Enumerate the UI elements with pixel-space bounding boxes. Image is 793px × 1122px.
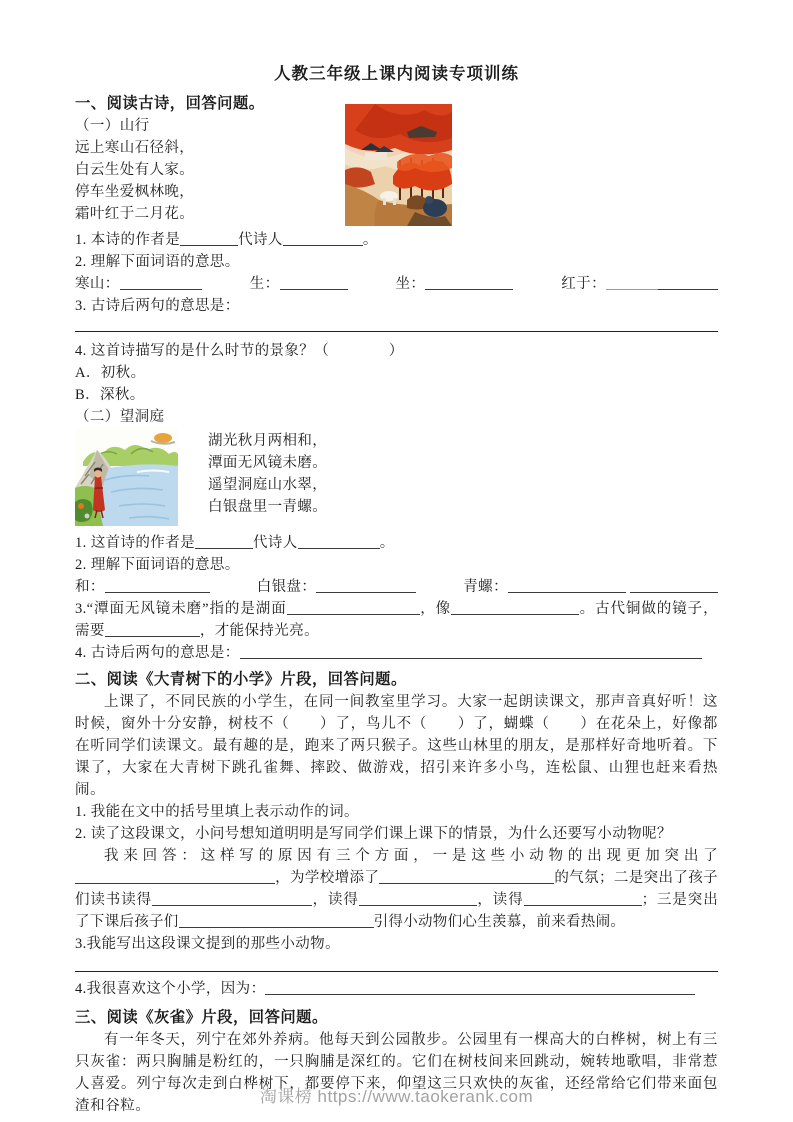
answer-blank	[287, 599, 420, 615]
q-text: 的气氛；二是突出了孩子们读书读得	[75, 870, 718, 908]
answer-blank	[120, 274, 202, 290]
poem1-line: 远上寒山石径斜，	[75, 140, 195, 156]
answer-rule	[75, 971, 718, 972]
answer-blank	[105, 577, 210, 593]
poem2-line: 遥望洞庭山水翠，	[208, 477, 328, 493]
term-group	[463, 576, 718, 598]
term-group	[561, 273, 718, 295]
q-text: 代诗人	[238, 232, 283, 248]
s1-question1	[75, 229, 718, 251]
s1-option-a: A．初秋。	[75, 365, 146, 381]
s2-answer-paragraph	[75, 845, 718, 933]
q-text: ；三是突出了下课后孩子们	[75, 892, 718, 930]
q-text: 。	[362, 232, 378, 248]
poem1-subtitle: （一）山行	[75, 118, 150, 134]
section3-heading: 三、阅读《灰雀》片段，回答问题。	[75, 1009, 328, 1026]
answer-blank	[75, 868, 275, 884]
answer-blank	[524, 890, 642, 906]
s2-question4	[75, 978, 718, 1000]
term-group	[75, 273, 202, 295]
footer-watermark: 淘课榜 https://www.taokerank.com	[259, 1087, 534, 1106]
answer-blank	[630, 577, 718, 593]
poem1-line: 霜叶红于二月花。	[75, 206, 195, 222]
poem2-lines	[208, 428, 327, 518]
term-label: 和：	[75, 579, 105, 595]
poem1-block	[75, 115, 718, 225]
term-label: 寒山：	[75, 276, 120, 292]
term-group	[257, 576, 417, 598]
term-group	[250, 273, 348, 295]
poem2-line: 白银盘里一青螺。	[208, 499, 328, 515]
answer-blank	[658, 274, 718, 290]
term-label: 生：	[249, 276, 280, 292]
q-text: ，读得	[312, 892, 359, 908]
s1-question3: 3. 古诗后两句的意思是：	[75, 298, 240, 314]
q-text: 引得小动物们心生羡慕，前来看热闹。	[373, 914, 626, 930]
answer-blank	[265, 979, 695, 995]
dongting-lake-painting-image	[75, 428, 178, 526]
term-label: 白银盘：	[256, 579, 317, 595]
answer-blank	[379, 868, 554, 884]
poem1-line: 白云生处有人家。	[75, 162, 195, 178]
s1-question2: 2. 理解下面词语的意思。	[75, 254, 240, 270]
p2-terms-row	[75, 576, 718, 598]
p2-question4	[75, 642, 718, 664]
answer-blank	[359, 890, 477, 906]
answer-blank	[508, 577, 626, 593]
q-text: ，为学校增添了	[275, 870, 380, 886]
p2-question1	[75, 532, 718, 554]
p2-question2: 2. 理解下面词语的意思。	[75, 557, 240, 573]
answer-blank	[451, 599, 579, 615]
answer-blank	[316, 577, 416, 593]
p2-question3	[75, 598, 718, 642]
q-text: 我来回答：这样写的原因有三个方面，一是这些小动物的出现更加突出了	[104, 848, 718, 864]
q-text: 4.我很喜欢这个小学，因为：	[75, 981, 266, 997]
q-text: ，像	[419, 601, 452, 617]
answer-blank	[425, 274, 513, 290]
answer-blank	[152, 890, 312, 906]
term-group	[75, 576, 210, 598]
answer-blank	[180, 230, 238, 246]
answer-blank	[240, 643, 562, 659]
q-text: 1. 本诗的作者是	[75, 232, 181, 248]
page-title: 人教三年级上课内阅读专项训练	[274, 65, 519, 83]
q-text: 1. 这首诗的作者是	[75, 535, 195, 551]
q-text: 4. 古诗后两句的意思是：	[75, 645, 240, 661]
section3-passage: 有一年冬天，列宁在郊外养病。他每天到公园散步。公园里有一棵高大的白桦树，树上有三只灰雀：两只胸脯是粉红的，一只胸脯是深红的。它们在树枝间来回跳动，婉转地歌唱，非常惹人喜爱。列宁每次走到白桦树下，都要停下来，仰望这三只欢快的灰雀，还经常给它们带来面包渣和谷粒。	[75, 1032, 718, 1114]
answer-blank	[280, 274, 348, 290]
q-text: ，才能保持光亮。	[199, 623, 320, 639]
section2-passage: 上课了，不同民族的小学生，在同一间教室里学习。大家一起朗读课文，那声音真好听！这时候，窗外十分安静，树枝不（ ）了，鸟儿不（ ）了，蝴蝶（ ）在花朵上，好像都在听同学们读课文。最有趣的是，跑来了两只猴子。这些山林里的朋友，是那样好奇地听着。下课了，大家在大青树下跳孔雀舞、摔跤、做游戏，招引来许多小鸟，连松鼠、山狸也赶来看热闹。	[75, 694, 718, 798]
s2-question3: 3.我能写出这段课文提到的那些小动物。	[75, 936, 340, 952]
s2-question2: 2. 读了这段课文，小问号想知道明明是写同学们课上课下的情景，为什么还要写小动物呢？	[75, 826, 672, 842]
answer-blank	[179, 912, 374, 928]
answer-blank	[105, 621, 200, 637]
answer-blank	[283, 230, 363, 246]
q-text: 3.“潭面无风镜未磨”指的是湖面	[75, 601, 287, 617]
answer-blank	[298, 533, 380, 549]
term-label: 红于：	[561, 276, 606, 292]
s1-question4: 4. 这首诗描写的是什么时节的景象？（ ）	[75, 343, 404, 359]
term-group	[395, 273, 513, 295]
poem1-line: 停车坐爱枫林晚，	[75, 184, 195, 200]
poem2-line: 湖光秋月两相和，	[208, 433, 328, 449]
poem2-line: 潭面无风镜未磨。	[208, 455, 328, 471]
section1-heading: 一、阅读古诗，回答问题。	[75, 95, 265, 112]
q-text: 。古代铜做的镜子，需要	[75, 601, 718, 639]
answer-blank	[195, 533, 253, 549]
answer-blank	[562, 643, 702, 659]
section2-heading: 二、阅读《大青树下的小学》片段，回答问题。	[75, 671, 407, 688]
s1-terms-row	[75, 273, 718, 295]
poem2-subtitle: （二）望洞庭	[75, 409, 165, 425]
answer-blank	[606, 274, 658, 290]
s1-option-b: B．深秋。	[75, 387, 145, 403]
term-label: 青螺：	[463, 579, 508, 595]
autumn-mountain-painting-image	[345, 104, 452, 226]
poem2-block	[75, 428, 718, 526]
q-text: ，读得	[476, 892, 524, 908]
term-label: 坐：	[395, 276, 426, 292]
q-text: 。	[379, 535, 395, 551]
answer-rule	[75, 331, 718, 332]
s2-question1: 1. 我能在文中的括号里填上表示动作的词。	[75, 804, 359, 820]
q-text: 代诗人	[253, 535, 298, 551]
